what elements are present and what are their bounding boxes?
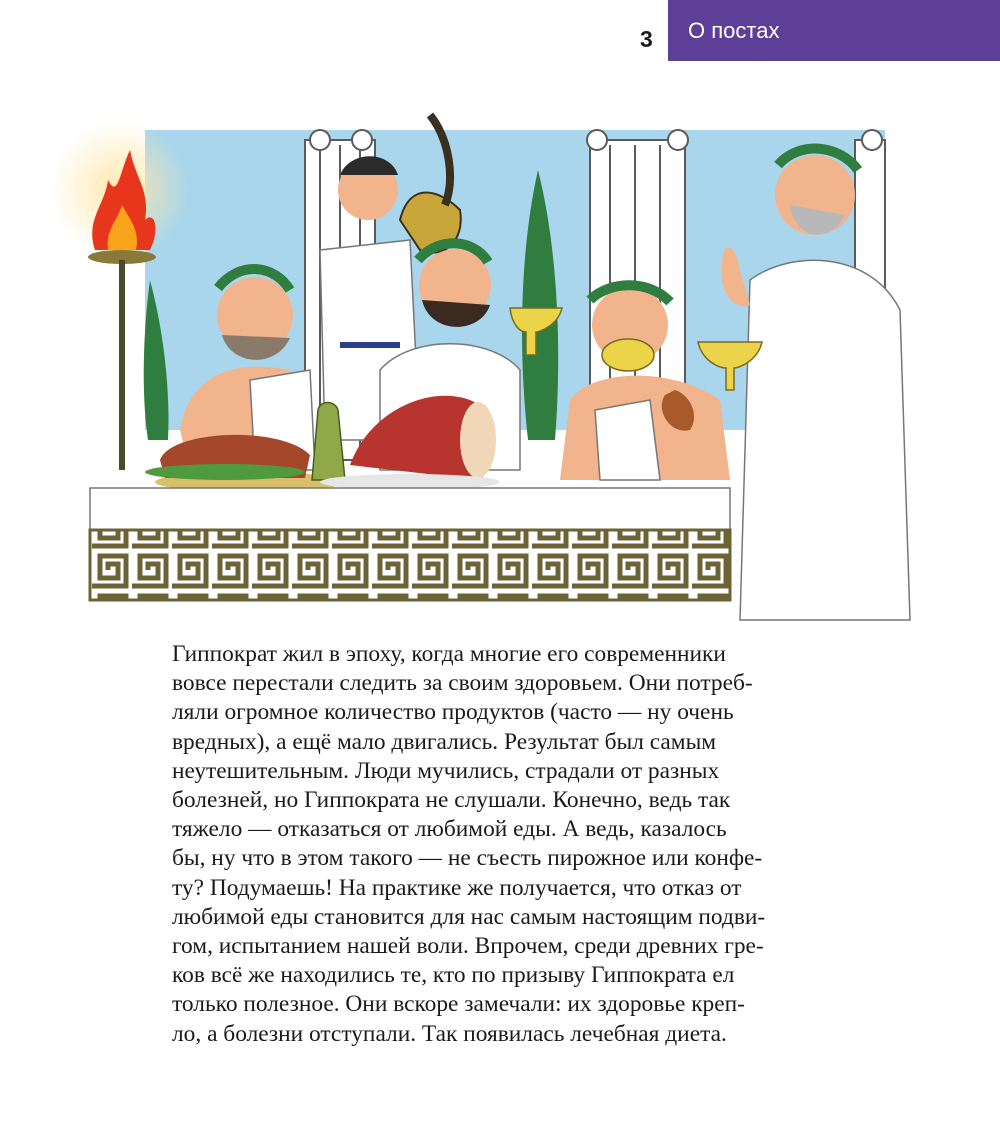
- text-line: гом, испытанием нашей воли. Впрочем, среди древних гре-: [172, 933, 764, 960]
- text-line: ков всё же находились те, кто по призыву Гиппократа ел: [172, 962, 735, 989]
- text-line: бы, ну что в этом такого — не съесть пирожное или конфе-: [172, 845, 763, 872]
- chapter-title-tab: О постах: [668, 0, 1000, 61]
- text-line: болезней, но Гиппократа не слушали. Конечно, ведь так: [172, 787, 731, 814]
- text-line: Гиппократ жил в эпоху, когда многие его современники: [172, 641, 726, 667]
- text-line: ту? Подумаешь! На практике же получается, что отказ от: [172, 874, 742, 901]
- text-line: тяжело — отказаться от любимой еды. А ведь, казалось: [172, 816, 727, 843]
- text-line: вредных), а ещё мало двигались. Результат был самым: [172, 728, 717, 755]
- text-line: только полезное. Они вскоре замечали: их здоровье креп-: [172, 991, 745, 1018]
- body-text: [172, 640, 852, 1049]
- text-line: неутешительным. Люди мучились, страдали от разных: [172, 757, 720, 784]
- meander-frieze: [90, 530, 730, 600]
- table-top: [90, 488, 730, 530]
- text-line: ляли огромное количество продуктов (часто — ну очень: [172, 699, 734, 726]
- text-line: вовсе перестали следить за своим здоровьем. Они потреб-: [172, 670, 753, 697]
- text-line: любимой еды становится для нас самым настоящим подви-: [172, 903, 766, 930]
- feast-illustration: [50, 110, 940, 630]
- page-number: 3: [640, 26, 653, 52]
- text-line: ло, а болезни отступали. Так появилась лечебная диета.: [172, 1020, 727, 1047]
